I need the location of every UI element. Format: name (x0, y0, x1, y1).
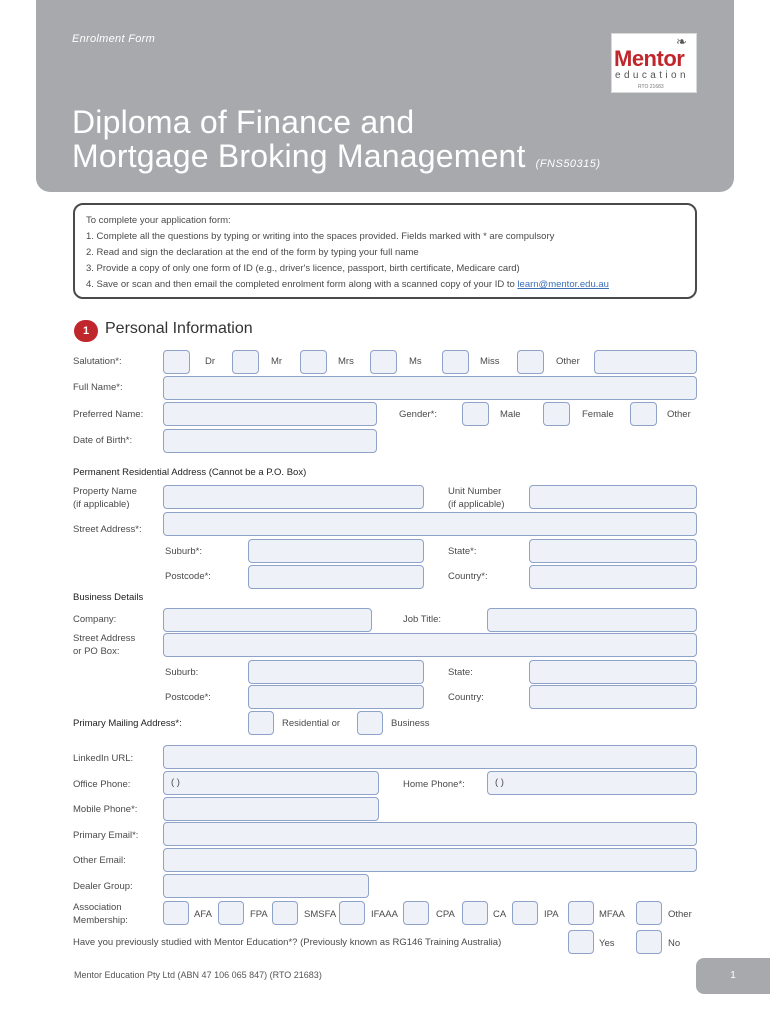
business-suburb-label: Suburb: (165, 667, 199, 678)
instructions-box (73, 203, 697, 299)
mailing-residential-checkbox[interactable] (248, 711, 274, 735)
street-address-label: Street Address*: (73, 524, 142, 535)
property-name-input[interactable] (163, 485, 424, 509)
mailing-residential-label: Residential or (282, 718, 341, 729)
section-number-badge: 1 (74, 320, 98, 342)
salutation-other-input[interactable] (594, 350, 697, 374)
primary-email-label: Primary Email*: (73, 830, 139, 841)
job-title-label: Job Title: (403, 614, 442, 625)
business-state-label: State: (448, 667, 473, 678)
address-heading: Permanent Residential Address (Cannot be a P.O. Box) (73, 467, 307, 478)
previous-study-label: Have you previously studied with Mentor Education*? (Previously known as RG146 Training Australia) (73, 937, 502, 948)
instructions-heading: To complete your application form: (86, 215, 231, 226)
dob-input[interactable] (163, 429, 377, 453)
linkedin-input[interactable] (163, 745, 697, 769)
association-ipa-label: IPA (544, 909, 559, 920)
full-name-input[interactable] (163, 376, 697, 400)
previous-study-yes-label: Yes (599, 938, 615, 949)
association-label: Association (73, 902, 122, 913)
form-type-label: Enrolment Form (72, 33, 156, 45)
title-line-2-text: Mortgage Broking Management (72, 138, 526, 174)
salutation-miss-checkbox[interactable] (442, 350, 469, 374)
business-postcode-label: Postcode*: (165, 692, 211, 703)
footer-company-info: Mentor Education Pty Ltd (ABN 47 106 065 847) (RTO 21683) (74, 970, 322, 980)
previous-study-no-checkbox[interactable] (636, 930, 662, 954)
salutation-mrs-checkbox[interactable] (300, 350, 327, 374)
business-heading: Business Details (73, 592, 144, 603)
home-phone-input[interactable] (487, 771, 697, 795)
office-phone-label: Office Phone: (73, 779, 131, 790)
page-title (72, 105, 601, 181)
salutation-mr-label: Mr (271, 356, 283, 367)
association-ca-label: CA (493, 909, 507, 920)
course-code: (FNS50315) (535, 158, 601, 170)
instruction-item-text: 4. Save or scan and then email the completed enrolment form along with a scanned copy of your ID to (86, 279, 518, 290)
section-title: Personal Information (105, 320, 253, 337)
gender-other-checkbox[interactable] (630, 402, 657, 426)
salutation-mr-checkbox[interactable] (232, 350, 259, 374)
association-other-checkbox[interactable] (636, 901, 662, 925)
preferred-name-label: Preferred Name: (73, 409, 144, 420)
salutation-dr-checkbox[interactable] (163, 350, 190, 374)
mailing-business-label: Business (391, 718, 430, 729)
gender-label: Gender*: (399, 409, 438, 420)
business-state-input[interactable] (529, 660, 697, 684)
logo-subtitle: education (615, 70, 689, 81)
salutation-other-checkbox[interactable] (517, 350, 544, 374)
state-label: State*: (448, 546, 477, 557)
association-ifaaa-label: IFAAA (371, 909, 398, 920)
instruction-item: 2. Read and sign the declaration at the end of the form by typing your full name (86, 247, 419, 258)
business-street-sublabel: or PO Box: (73, 646, 120, 657)
other-email-label: Other Email: (73, 855, 126, 866)
dob-label: Date of Birth*: (73, 435, 133, 446)
salutation-mrs-label: Mrs (338, 356, 354, 367)
linkedin-label: LinkedIn URL: (73, 753, 134, 764)
country-label: Country*: (448, 571, 488, 582)
association-afa-checkbox[interactable] (163, 901, 189, 925)
association-fpa-label: FPA (250, 909, 268, 920)
full-name-label: Full Name*: (73, 382, 123, 393)
association-afa-label: AFA (194, 909, 212, 920)
unit-number-sublabel: (if applicable) (448, 499, 505, 510)
gender-other-label: Other (667, 409, 691, 420)
suburb-input[interactable] (248, 539, 424, 563)
business-country-input[interactable] (529, 685, 697, 709)
mobile-phone-input[interactable] (163, 797, 379, 821)
business-postcode-input[interactable] (248, 685, 424, 709)
association-mfaa-label: MFAA (599, 909, 625, 920)
gender-male-label: Male (500, 409, 521, 420)
home-phone-label: Home Phone*: (403, 779, 465, 790)
mobile-phone-label: Mobile Phone*: (73, 804, 138, 815)
home-phone-area-code: ( ) (495, 777, 504, 788)
association-fpa-checkbox[interactable] (218, 901, 244, 925)
property-name-sublabel: (if applicable) (73, 499, 130, 510)
salutation-ms-label: Ms (409, 356, 422, 367)
gender-female-label: Female (582, 409, 614, 420)
association-ca-checkbox[interactable] (462, 901, 488, 925)
salutation-other-label: Other (556, 356, 580, 367)
job-title-input[interactable] (487, 608, 697, 632)
postcode-input[interactable] (248, 565, 424, 589)
country-input[interactable] (529, 565, 697, 589)
business-street-input[interactable] (163, 633, 697, 657)
business-street-label: Street Address (73, 633, 136, 644)
logo-wordmark: Mentor (614, 46, 685, 71)
title-line-2 (72, 139, 601, 181)
gender-female-checkbox[interactable] (543, 402, 570, 426)
bird-icon: ❧ (676, 34, 687, 49)
association-ifaaa-checkbox[interactable] (339, 901, 365, 925)
association-mfaa-checkbox[interactable] (568, 901, 594, 925)
suburb-label: Suburb*: (165, 546, 202, 557)
instruction-item: 1. Complete all the questions by typing or writing into the spaces provided. Fields marked with * are compulsory (86, 231, 555, 242)
title-line-1: Diploma of Finance and (72, 104, 415, 140)
salutation-ms-checkbox[interactable] (370, 350, 397, 374)
unit-number-input[interactable] (529, 485, 697, 509)
instruction-item (86, 277, 684, 293)
association-cpa-label: CPA (436, 909, 455, 920)
dealer-group-label: Dealer Group: (73, 881, 133, 892)
mailing-business-checkbox[interactable] (357, 711, 383, 735)
salutation-label: Salutation*: (73, 356, 122, 367)
state-input[interactable] (529, 539, 697, 563)
salutation-miss-label: Miss (480, 356, 500, 367)
page-number: 1 (696, 958, 770, 994)
association-other-label: Other (668, 909, 692, 920)
street-address-input[interactable] (163, 512, 697, 536)
association-ipa-checkbox[interactable] (512, 901, 538, 925)
logo-tagline: RTO 21683 (638, 84, 664, 90)
association-smsfa-label: SMSFA (304, 909, 337, 920)
association-cpa-checkbox[interactable] (403, 901, 429, 925)
salutation-dr-label: Dr (205, 356, 216, 367)
unit-number-label: Unit Number (448, 486, 502, 497)
company-label: Company: (73, 614, 117, 625)
property-name-label: Property Name (73, 486, 137, 497)
primary-email-input[interactable] (163, 822, 697, 846)
mentor-logo (611, 33, 697, 93)
instruction-item: 3. Provide a copy of only one form of ID (e.g., driver's licence, passport, birth certificate, Medicare card) (86, 263, 520, 274)
preferred-name-input[interactable] (163, 402, 377, 426)
previous-study-no-label: No (668, 938, 681, 949)
previous-study-yes-checkbox[interactable] (568, 930, 594, 954)
email-link[interactable]: learn@mentor.edu.au (517, 279, 609, 290)
association-sublabel: Membership: (73, 915, 128, 926)
business-country-label: Country: (448, 692, 484, 703)
other-email-input[interactable] (163, 848, 697, 872)
mailing-address-label: Primary Mailing Address*: (73, 718, 182, 729)
gender-male-checkbox[interactable] (462, 402, 489, 426)
postcode-label: Postcode*: (165, 571, 211, 582)
business-suburb-input[interactable] (248, 660, 424, 684)
association-smsfa-checkbox[interactable] (272, 901, 298, 925)
office-phone-input[interactable] (163, 771, 379, 795)
dealer-group-input[interactable] (163, 874, 369, 898)
office-phone-area-code: ( ) (171, 777, 180, 788)
company-input[interactable] (163, 608, 372, 632)
